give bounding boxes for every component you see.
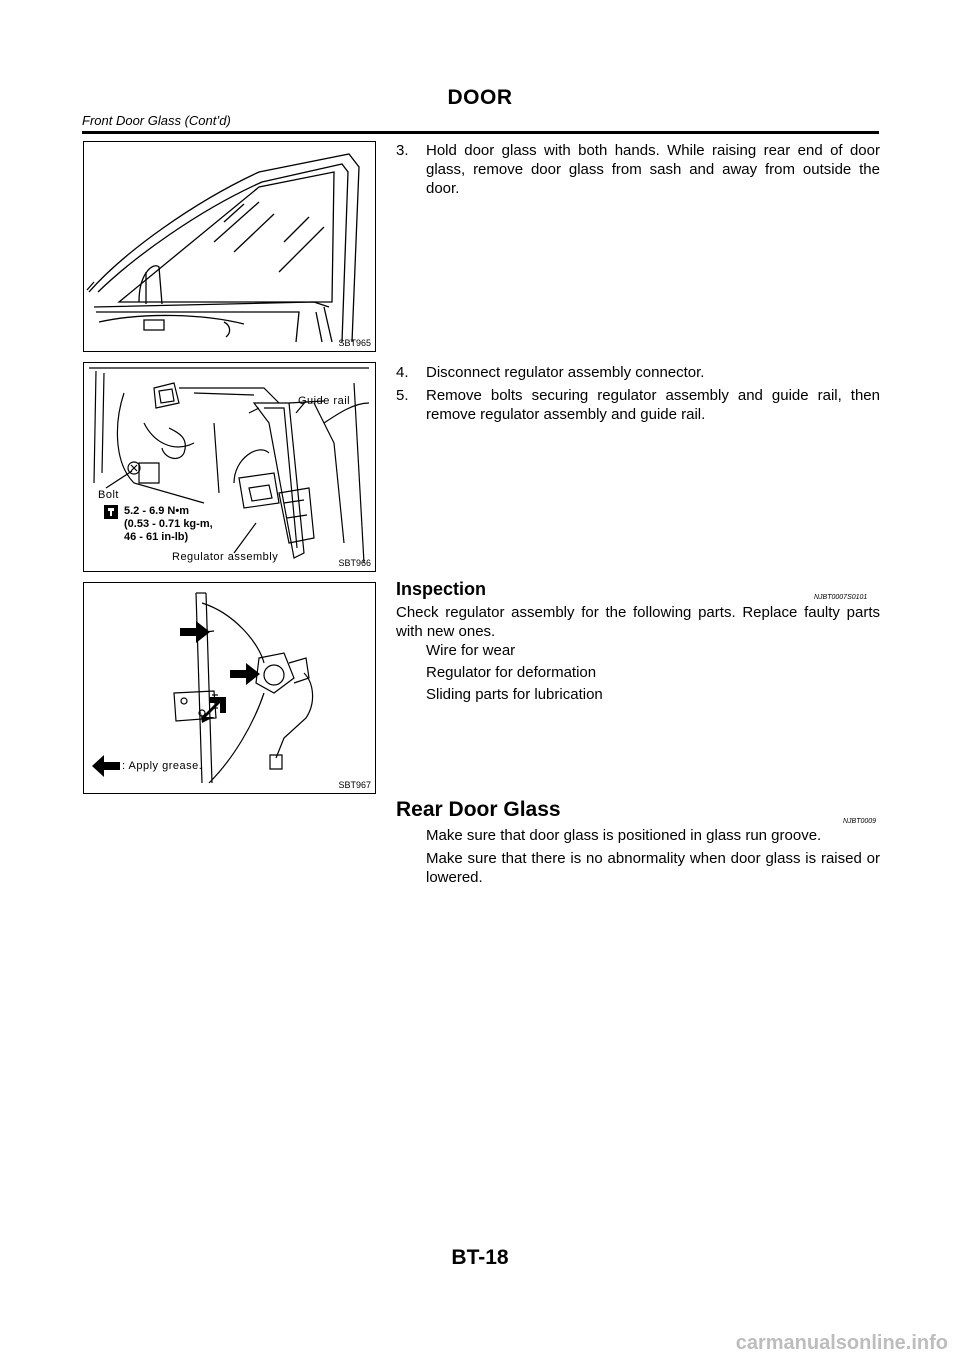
page-subtitle: Front Door Glass (Cont’d) bbox=[82, 113, 231, 128]
figure-sbt967 bbox=[83, 582, 376, 794]
step-5 bbox=[396, 386, 880, 424]
grease-arrow-icon bbox=[200, 697, 226, 723]
grease-arrow-icon bbox=[180, 621, 210, 643]
grease-arrow-icon bbox=[230, 663, 260, 685]
step-text: Disconnect regulator assembly connector. bbox=[426, 364, 705, 381]
legend-apply-grease: : Apply grease. bbox=[122, 760, 203, 772]
step-text: Hold door glass with both hands. While raising rear end of door glass, remove door glass from sash and away from outside the door. bbox=[426, 142, 880, 197]
inspection-item: Sliding parts for lubrication bbox=[426, 686, 603, 703]
torque-wrench-icon bbox=[104, 505, 118, 519]
inspection-item: Regulator for deformation bbox=[426, 664, 597, 681]
torque-spec bbox=[124, 505, 213, 544]
section-heading-rear-door-glass: Rear Door Glass bbox=[396, 798, 561, 821]
step-number: 5. bbox=[396, 387, 409, 404]
step-text: Remove bolts securing regulator assembly and guide rail, then remove regulator assembly and guide rail. bbox=[426, 387, 880, 423]
door-glass-illustration bbox=[84, 142, 375, 351]
torque-spec-line2: (0.53 - 0.71 kg-m, bbox=[124, 518, 213, 530]
section-heading-inspection: Inspection bbox=[396, 579, 487, 599]
page-number: BT-18 bbox=[451, 1246, 509, 1269]
figure-code: SBT965 bbox=[338, 338, 371, 348]
rear-door-item: Make sure that door glass is positioned in glass run groove. bbox=[426, 827, 822, 844]
callout-guide-rail: Guide rail bbox=[298, 395, 351, 407]
torque-spec-line3: 46 - 61 in-lb) bbox=[124, 531, 189, 543]
step-4 bbox=[396, 363, 880, 382]
figure-sbt966 bbox=[83, 362, 376, 572]
arrow-icon bbox=[92, 755, 120, 777]
inspection-item: Wire for wear bbox=[426, 642, 516, 659]
figure-code: SBT966 bbox=[338, 558, 371, 568]
reference-code: NJBT0009 bbox=[843, 818, 877, 825]
torque-spec-line1: 5.2 - 6.9 N•m bbox=[124, 505, 189, 517]
step-number: 3. bbox=[396, 142, 409, 159]
step-3 bbox=[396, 141, 880, 198]
inspection-intro: Check regulator assembly for the following parts. Replace faulty parts with new ones. bbox=[396, 604, 880, 640]
rear-door-item: Make sure that there is no abnormality when door glass is raised or lowered. bbox=[426, 850, 880, 886]
step-number: 4. bbox=[396, 364, 409, 381]
callout-regulator-assembly: Regulator assembly bbox=[172, 551, 279, 563]
page-title: DOOR bbox=[447, 86, 513, 109]
reference-code: NJBT0007S0101 bbox=[814, 594, 868, 601]
callout-bolt: Bolt bbox=[98, 489, 119, 501]
figure-sbt965 bbox=[83, 141, 376, 352]
figure-code: SBT967 bbox=[338, 780, 371, 790]
header-rule bbox=[82, 131, 879, 134]
watermark: carmanualsonline.info bbox=[735, 1332, 948, 1354]
